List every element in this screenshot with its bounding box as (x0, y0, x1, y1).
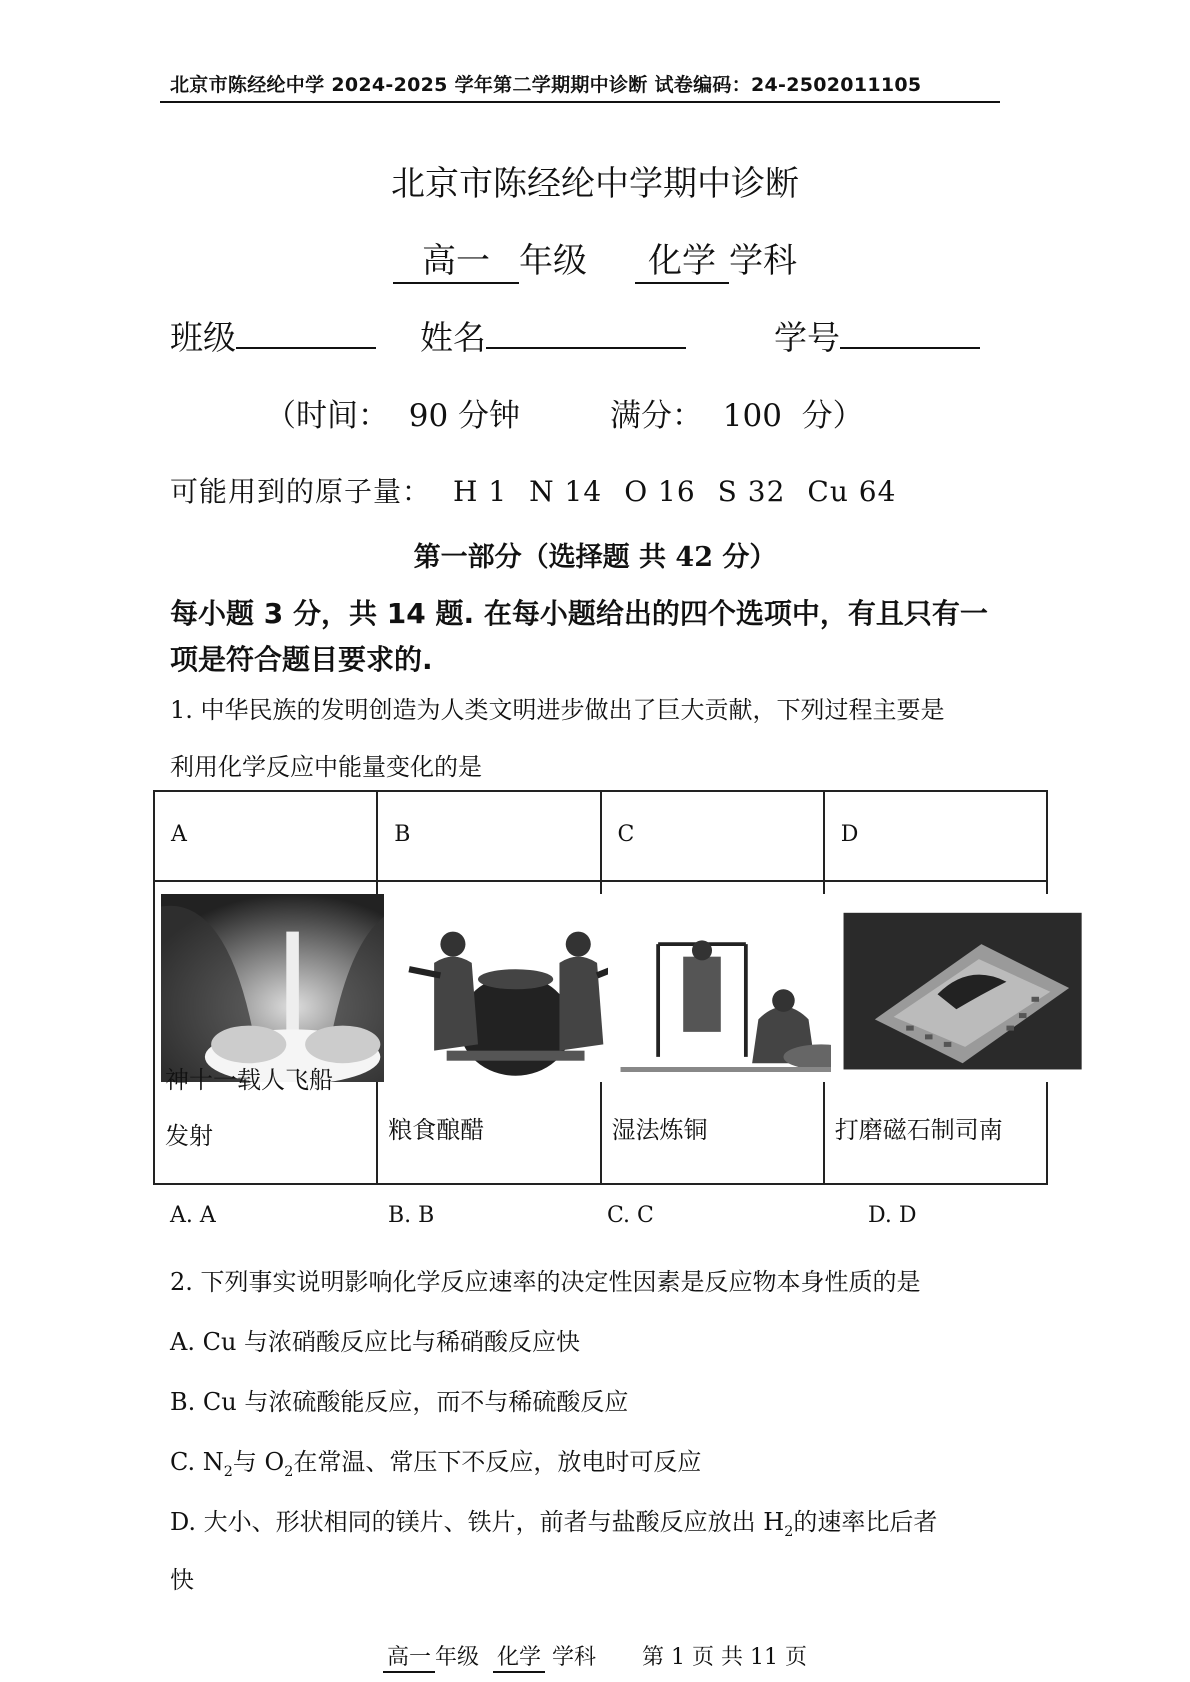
q1-option-b-caption: 粮食酿醋 (388, 1116, 485, 1144)
q1-col-a-letter: A (154, 791, 377, 881)
part1-instruction-line1: 每小题 3 分，共 14 题. 在每小题给出的四个选项中，有且只有一 (170, 597, 988, 630)
subject-value: 化学 (635, 233, 729, 284)
student-id-label: 学号 (774, 318, 840, 357)
q1-stem-line2: 利用化学反应中能量变化的是 (170, 753, 482, 781)
time-value: 90 (408, 398, 449, 434)
atomic-mass-item: O 16 (624, 475, 696, 508)
atomic-mass-item: H 1 (453, 475, 508, 508)
student-info-row (170, 312, 980, 359)
q1-options-table (153, 790, 1048, 1185)
q2-option-b[interactable]: B. Cu 与浓硫酸能反应，而不与稀硫酸反应 (170, 1388, 629, 1416)
q1-option-c-caption: 湿法炼铜 (611, 1116, 708, 1144)
footer-subject-label: 学科 (552, 1645, 597, 1670)
part1-instruction-line2: 项是符合题目要求的. (170, 643, 433, 676)
q2-option-a[interactable]: A. Cu 与浓硝酸反应比与稀硝酸反应快 (170, 1328, 581, 1356)
q1-answer-b[interactable]: B. B (388, 1203, 435, 1228)
q1-option-d-caption: 打磨磁石制司南 (834, 1116, 1003, 1144)
full-score-unit: 分） (801, 398, 864, 434)
time-label: （时间： (265, 398, 389, 434)
exam-time-row (265, 390, 864, 435)
q1-col-c-letter: C (601, 791, 824, 881)
grade-label: 年级 (519, 241, 587, 281)
footer-grade: 高一 (383, 1640, 435, 1673)
q1-stem-line1: 1. 中华民族的发明创造为人类文明进步做出了巨大贡献，下列过程主要是 (170, 696, 945, 724)
header-rule (160, 101, 1000, 103)
time-unit: 分钟 (458, 398, 521, 434)
full-score-label: 满分： (610, 398, 704, 434)
q1-answer-c[interactable]: C. C (607, 1203, 654, 1228)
page-title: 北京市陈经纶中学期中诊断 (391, 164, 799, 204)
atomic-mass-label: 可能用到的原子量： (170, 475, 432, 508)
name-label: 姓名 (420, 318, 486, 357)
south-pointing-spoon-image (831, 894, 1094, 1082)
subject-label: 学科 (729, 241, 797, 281)
q2-stem: 2. 下列事实说明影响化学反应速率的决定性因素是反应物本身性质的是 (170, 1268, 921, 1296)
atomic-mass-item: S 32 (717, 475, 786, 508)
q2-option-d[interactable]: D. 大小、形状相同的镁片、铁片，前者与盐酸反应放出 $H_2$的速率比后者 (170, 1508, 938, 1540)
full-score-value: 100 (722, 398, 782, 434)
atomic-mass-row (170, 470, 896, 510)
q1-answer-a[interactable]: A. A (170, 1203, 216, 1228)
page-number: 第 1 页 共 11 页 (642, 1645, 808, 1670)
part1-title: 第一部分（选择题 共 42 分） (413, 542, 777, 573)
footer-grade-label: 年级 (435, 1645, 480, 1670)
q1-option-a-caption: 神十一载人飞船发射 (165, 1066, 333, 1150)
q1-col-d-letter: D (824, 791, 1047, 881)
exam-header: 北京市陈经纶中学 2024-2025 学年第二学期期中诊断 试卷编码：24-2502011105 (170, 74, 922, 96)
q1-option-d-cell (824, 881, 1047, 1184)
q1-option-b-cell (377, 881, 600, 1184)
grade-subject-line (0, 233, 1190, 284)
q2-option-d-line2: 快 (170, 1566, 194, 1594)
q1-answer-d[interactable]: D. D (868, 1203, 917, 1228)
q2-option-c[interactable]: C. $N_2$与 $O_2$在常温、常压下不反应，放电时可反应 (170, 1448, 702, 1480)
atomic-mass-item: N 14 (529, 475, 603, 508)
q1-option-a-cell (154, 881, 377, 1184)
student-id-field[interactable] (840, 321, 980, 349)
atomic-mass-item: Cu 64 (807, 475, 897, 508)
page-footer (0, 1640, 1190, 1673)
q1-col-b-letter: B (377, 791, 600, 881)
class-field[interactable] (236, 321, 376, 349)
grade-value: 高一 (393, 233, 519, 284)
q1-option-c-cell (601, 881, 824, 1184)
name-field[interactable] (486, 321, 686, 349)
footer-subject: 化学 (493, 1640, 545, 1673)
class-label: 班级 (170, 318, 236, 357)
